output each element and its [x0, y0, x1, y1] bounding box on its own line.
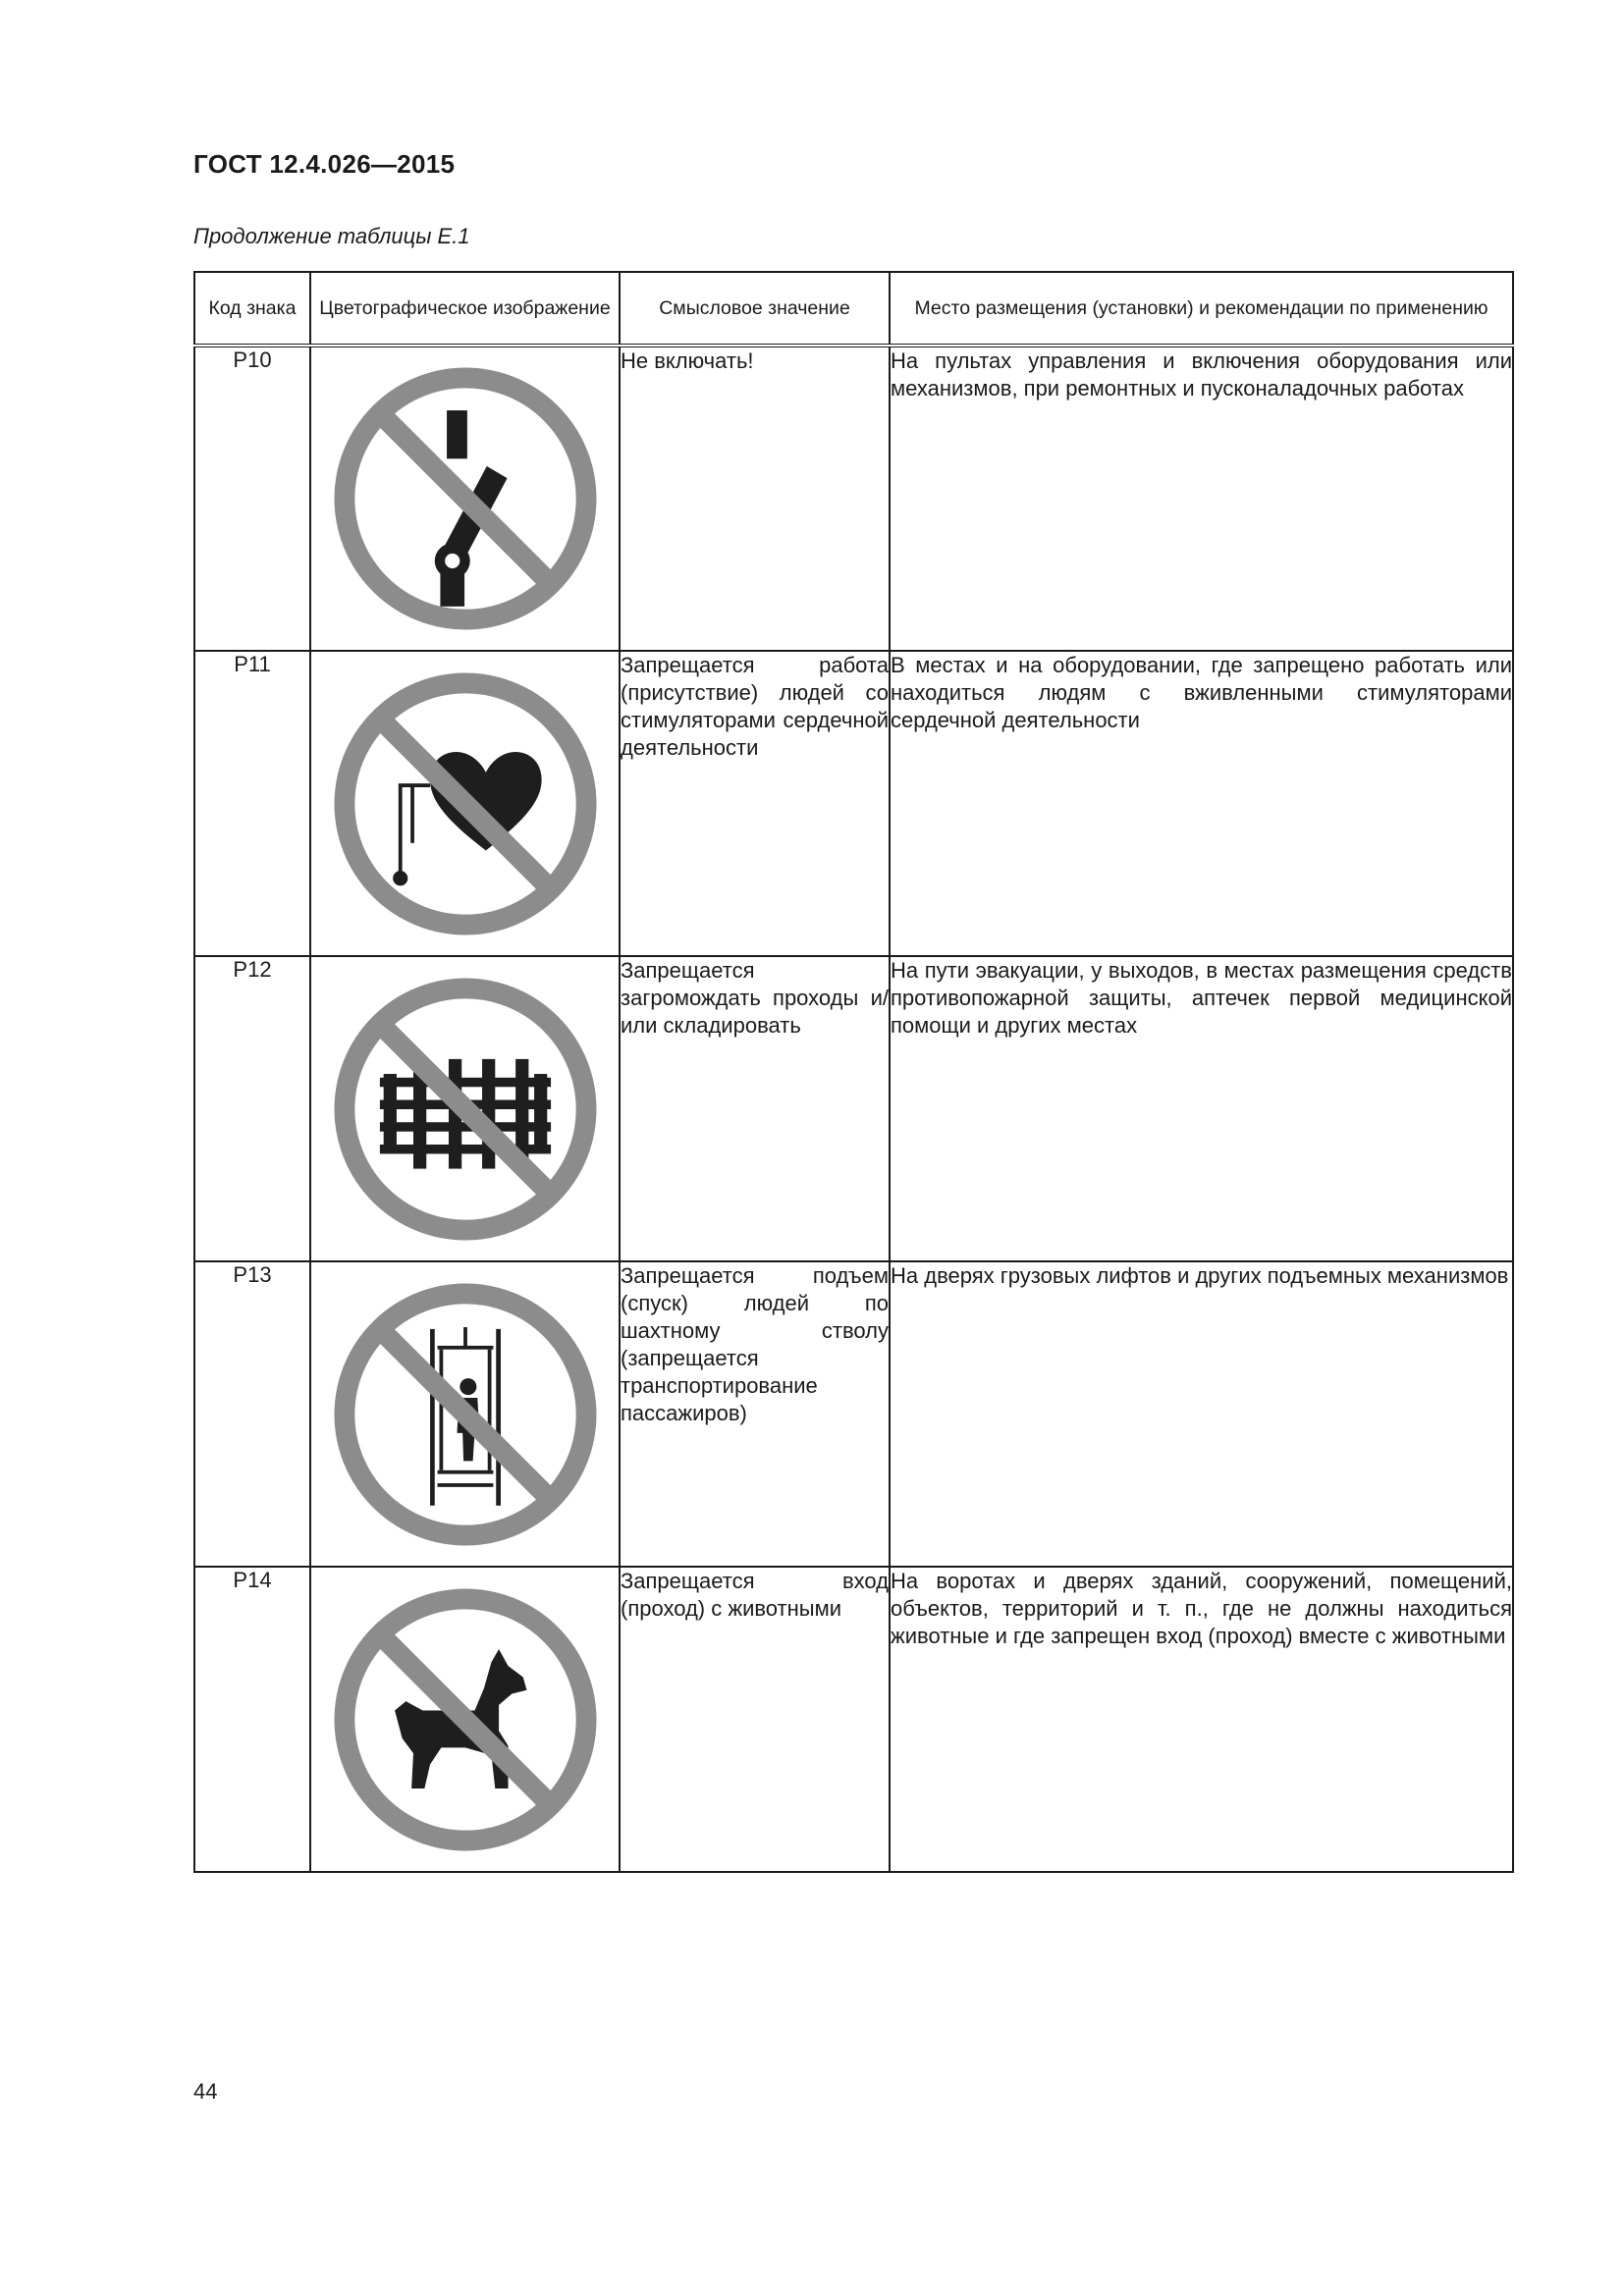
- sign-image: [310, 651, 620, 956]
- sign-placement: На пути эвакуации, у выходов, в местах размещения средств противопожарной защиты, аптечек первой медицинской помощи и других местах: [890, 956, 1513, 1261]
- table-row: [194, 651, 1513, 956]
- document-code: ГОСТ 12.4.026—2015: [193, 149, 456, 179]
- sign-meaning: Не включать!: [620, 346, 890, 651]
- no-pacemaker-icon: [326, 665, 605, 943]
- sign-code: P13: [194, 1261, 310, 1567]
- page-number: 44: [193, 2079, 218, 2104]
- no-animals-icon: [326, 1580, 605, 1859]
- sign-placement: На воротах и дверях зданий, сооружений, помещений, объектов, территорий и т. п., где не должны находиться животные и где запрещен вход (проход) вместе с животными: [890, 1567, 1513, 1872]
- no-shaft-lift-icon: [326, 1275, 605, 1554]
- sign-image: [310, 1261, 620, 1567]
- sign-meaning: Запрещается работа (присутствие) людей со стимуляторами сердечной деятельности: [620, 651, 890, 956]
- table-caption: Продолжение таблицы Е.1: [193, 224, 470, 248]
- sign-placement: В местах и на оборудовании, где запрещено работать или находиться людям с вживленными стимуляторами сердечной деятельности: [890, 651, 1513, 956]
- sign-code: P12: [194, 956, 310, 1261]
- sign-code: P10: [194, 346, 310, 651]
- table-row: [194, 1567, 1513, 1872]
- sign-code: P14: [194, 1567, 310, 1872]
- table-row: [194, 956, 1513, 1261]
- sign-code: P11: [194, 651, 310, 956]
- column-header-placement: Место размещения (установки) и рекомендации по применению: [890, 272, 1513, 346]
- column-header-code: Код знака: [194, 272, 310, 346]
- sign-image: [310, 346, 620, 651]
- no-obstruction-icon: [326, 970, 605, 1249]
- table-row: [194, 346, 1513, 651]
- table-row: [194, 1261, 1513, 1567]
- sign-image: [310, 1567, 620, 1872]
- no-switch-on-icon: [326, 359, 605, 638]
- column-header-meaning: Смысловое значение: [620, 272, 890, 346]
- column-header-image: Цветографическое изображение: [310, 272, 620, 346]
- sign-meaning: Запрещается загромождать проходы и/или складировать: [620, 956, 890, 1261]
- table-header-row: [194, 272, 1513, 346]
- sign-image: [310, 956, 620, 1261]
- sign-meaning: Запрещается подъем (спуск) людей по шахтному стволу (запрещается транспортирование пассажиров): [620, 1261, 890, 1567]
- sign-meaning: Запрещается вход (проход) с животными: [620, 1567, 890, 1872]
- sign-placement: На пультах управления и включения оборудования или механизмов, при ремонтных и пусконаладочных работах: [890, 346, 1513, 651]
- signs-table: [193, 271, 1514, 1873]
- sign-placement: На дверях грузовых лифтов и других подъемных механизмов: [890, 1261, 1513, 1567]
